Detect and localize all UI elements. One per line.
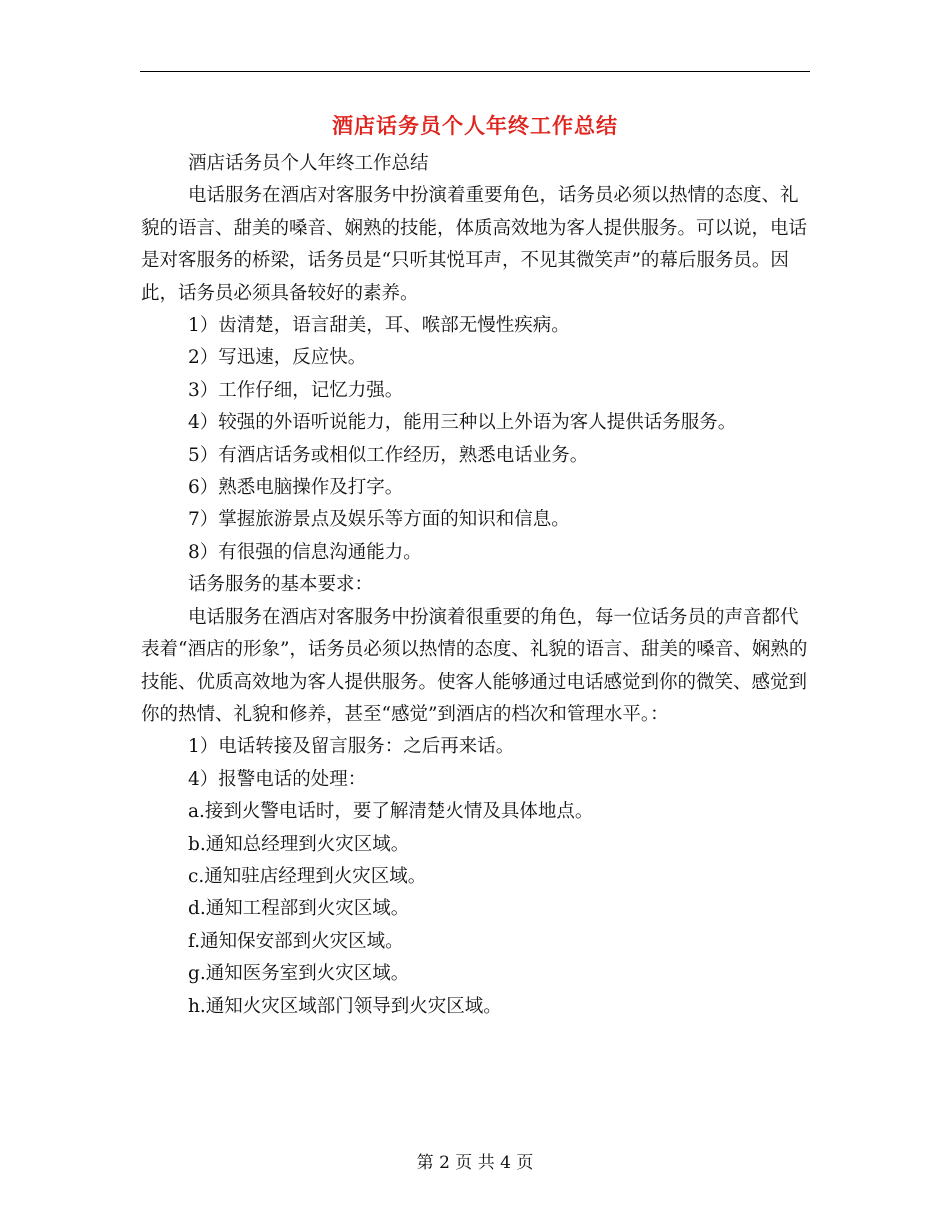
sub-item-d: d.通知工程部到火灾区域。 (188, 898, 410, 920)
paragraph-intro: 电话服务在酒店对客服务中扮演着重要角色，话务员必须以热情的态度、礼貌的语言、甜美的嗓音、娴熟的技能，体质高效地为客人提供服务。可以说，电话是对客服务的桥梁，话务员是“只听其悦耳声，不见其微笑声”的幕后服务员。因此，话务员必须具备较好的素养。 (141, 185, 808, 304)
header-rule (140, 71, 810, 72)
sub-item-b: b.通知总经理到火灾区域。 (188, 833, 410, 855)
document-title: 酒店话务员个人年终工作总结 (332, 114, 618, 138)
list-item-2: 2）写迅速，反应快。 (188, 347, 367, 369)
list-item-8: 8）有很强的信息沟通能力。 (188, 541, 422, 563)
list-item-transfer: 1）电话转接及留言服务：之后再来话。 (188, 736, 515, 758)
sub-item-f: f.通知保安部到火灾区域。 (188, 930, 404, 952)
list-item-5: 5）有酒店话务或相似工作经历，熟悉电话业务。 (188, 444, 589, 466)
section-heading: 话务服务的基本要求： (188, 574, 374, 596)
page-footer: 第 2 页 共 4 页 (416, 1153, 534, 1173)
list-item-6: 6）熟悉电脑操作及打字。 (188, 477, 404, 499)
sub-item-h: h.通知火灾区域部门领导到火灾区域。 (188, 995, 502, 1017)
list-item-1: 1）齿清楚，语言甜美，耳、喉部无慢性疾病。 (188, 315, 570, 337)
paragraph-requirements: 电话服务在酒店对客服务中扮演着很重要的角色，每一位话务员的声音都代表着“酒店的形象”，话务员必须以热情的态度、礼貌的语言、甜美的嗓音、娴熟的技能、优质高效地为客人提供服务。使客人能够通过电话感觉到你的微笑、感觉到你的热情、礼貌和修养，甚至“感觉”到酒店的档次和管理水平。： (141, 606, 808, 725)
paragraph-subtitle: 酒店话务员个人年终工作总结 (188, 153, 429, 174)
sub-item-c: c.通知驻店经理到火灾区域。 (188, 865, 427, 887)
list-item-3: 3）工作仔细，记忆力强。 (188, 379, 404, 401)
sub-item-g: g.通知医务室到火灾区域。 (188, 963, 410, 985)
list-item-7: 7）掌握旅游景点及娱乐等方面的知识和信息。 (188, 509, 570, 531)
list-item-alarm: 4）报警电话的处理： (188, 768, 367, 790)
document-body (141, 148, 811, 1023)
list-item-4: 4）较强的外语听说能力，能用三种以上外语为客人提供话务服务。 (188, 412, 737, 434)
sub-item-a: a.接到火警电话时，要了解清楚火情及具体地点。 (188, 801, 594, 823)
